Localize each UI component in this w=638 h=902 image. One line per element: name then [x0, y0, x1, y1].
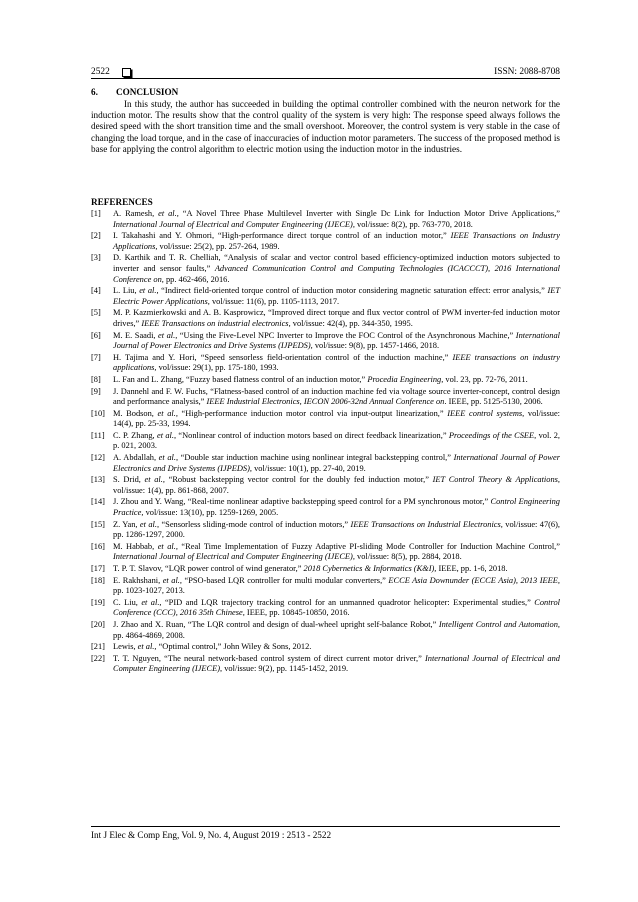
reference-segment: S. Drid,: [113, 475, 145, 485]
reference-segment: , “Real Time Implementation of Fuzzy Adaptive PI-sliding Mode Controller for Induction Machine Control,”: [175, 541, 560, 551]
reference-text: [113, 542, 560, 563]
reference-segment: H. Tajima and Y. Hori, “Speed sensorless field-orientation control of the induction machine,”: [113, 352, 453, 362]
reference-number: [15]: [91, 519, 105, 529]
reference-segment: M. Habbab,: [113, 541, 158, 551]
reference-item: [91, 431, 560, 452]
reference-italic: et al.: [139, 286, 157, 296]
reference-segment: , vol/issue: 8(5), pp. 2884, 2018.: [352, 552, 462, 562]
reference-text: [113, 331, 560, 352]
reference-text: [113, 576, 560, 597]
reference-item: [91, 598, 560, 619]
reference-italic: Proceedings of the CSEE: [448, 430, 535, 440]
reference-text: [113, 520, 560, 541]
reference-text: [113, 642, 560, 653]
reference-item: [91, 475, 560, 496]
reference-text: [113, 375, 560, 386]
reference-text: [113, 598, 560, 619]
reference-text: [113, 209, 560, 230]
reference-italic: et al.: [158, 330, 176, 340]
checkbox-icon: [122, 68, 131, 77]
reference-number: [10]: [91, 408, 105, 418]
reference-segment: , vol/issue: 10(1), pp. 27-40, 2019.: [249, 463, 366, 473]
reference-segment: C. Liu,: [113, 597, 142, 607]
reference-segment: , vol/issue: 25(2), pp. 257-264, 1989.: [155, 241, 280, 251]
reference-segment: , vol/issue: 29(1), pp. 175-180, 1993.: [154, 363, 279, 373]
reference-number: [16]: [91, 541, 105, 551]
reference-italic: IEEE Transactions on Industry Applications: [113, 231, 560, 251]
reference-italic: IET Electric Power Applications: [113, 286, 560, 306]
reference-segment: , “Robust backstepping vector control for the doubly fed induction motor,”: [162, 475, 433, 485]
reference-segment: , “High-performance induction motor control via input-output linearization,”: [175, 408, 448, 418]
reference-segment: C. P. Zhang,: [113, 430, 157, 440]
reference-number: [3]: [91, 253, 101, 263]
reference-italic: et al.: [157, 541, 176, 551]
reference-segment: , “PID and LQR trajectory tracking control for an unmanned quadrotor helicopter: Experimental studies,”: [159, 597, 535, 607]
reference-segment: , “A Novel Three Phase Multilevel Inverter with Single Dc Link for Induction Motor Drive Applications,”: [176, 209, 561, 218]
reference-text: [113, 564, 560, 575]
reference-segment: , vol. 2, p. 021, 2003.: [113, 430, 560, 451]
header-rule: [91, 78, 560, 79]
reference-italic: Intelligent Control and Automation: [438, 619, 558, 629]
section-heading-conclusion: [91, 87, 178, 97]
reference-segment: , vol/issue: 47(6), pp. 1286-1297, 2000.: [113, 519, 561, 540]
reference-item: [91, 387, 560, 408]
reference-italic: International Journal of Electrical and Computer Engineering (IJECE): [113, 219, 353, 229]
reference-italic: 2018 Cybernetics & Informatics (K&I),: [303, 564, 437, 573]
reference-italic: et al.: [144, 475, 163, 485]
reference-item: [91, 620, 560, 641]
reference-item: [91, 375, 560, 386]
reference-segment: , vol. 23, pp. 72-76, 2011.: [441, 374, 528, 384]
page-footer: Int J Elec & Comp Eng, Vol. 9, No. 4, August 2019 : 2513 - 2522: [91, 830, 332, 840]
reference-italic: et al.: [141, 597, 160, 607]
reference-italic: et al.: [156, 430, 174, 440]
reference-item: [91, 253, 560, 285]
reference-italic: International Journal of Power Electronics and Drive Systems (IJPEDS): [113, 330, 560, 351]
reference-text: [113, 475, 560, 496]
reference-italic: IEEE Industrial Electronics, IECON 2006-32nd Annual Conference on: [206, 397, 445, 407]
reference-segment: , vol/issue: 14(4), pp. 25-33, 1994.: [113, 408, 560, 429]
reference-segment: , “Nonlinear control of induction motors based on direct feedback linearization,”: [173, 430, 449, 440]
reference-segment: A. Ramesh,: [113, 209, 159, 218]
reference-segment: , “Using the Five-Level NPC Inverter to Improve the FOC Control of the Asynchronous Machine,”: [175, 330, 516, 340]
reference-segment: , “Indirect field-oriented torque control of induction motor considering magnetic saturation effect: error analysis,”: [156, 286, 548, 296]
reference-segment: , vol/issue: 13(10), pp. 1259-1269, 2005.: [141, 508, 279, 518]
reference-text: [113, 353, 560, 374]
reference-segment: T. P. T. Slavov, “LQR power control of wind generator,”: [113, 564, 304, 573]
reference-item: [91, 331, 560, 352]
reference-italic: ECCE Asia Downunder (ECCE Asia), 2013 IEEE,: [388, 575, 560, 585]
reference-item: [91, 542, 560, 563]
reference-item: [91, 231, 560, 252]
reference-italic: et al.: [158, 453, 176, 463]
reference-number: [17]: [91, 564, 105, 573]
reference-segment: , pp. 4864-4869, 2008.: [113, 619, 560, 640]
reference-segment: Lewis,: [113, 642, 138, 652]
reference-segment: E. Rakhshani,: [113, 575, 163, 585]
reference-italic: IEEE control systems: [447, 408, 523, 418]
reference-text: [113, 497, 560, 518]
reference-italic: International Journal of Electrical and Computer Engineering (IJECE): [113, 653, 560, 674]
reference-number: [8]: [91, 374, 101, 384]
reference-number: [11]: [91, 430, 105, 440]
section-title: CONCLUSION: [116, 87, 179, 97]
reference-segment: , pp. 462-466, 2016.: [161, 274, 230, 284]
reference-item: [91, 308, 560, 329]
reference-segment: J. Zhou and Y. Wang, “Real-time nonlinear adaptive backstepping speed control for a PM synchronous motor,”: [113, 497, 491, 507]
reference-number: [4]: [91, 286, 101, 296]
reference-item: [91, 654, 560, 675]
reference-text: [113, 253, 560, 285]
reference-segment: D. Karthik and T. R. Chelliah, “Analysis of scalar and vector control based efficiency-optimized induction motors subjected to inverter and sensor faults,”: [113, 253, 560, 273]
reference-number: [22]: [91, 653, 105, 663]
reference-italic: et al.: [157, 408, 176, 418]
reference-segment: , “Sensorless sliding-mode control of induction motors,”: [156, 519, 351, 529]
reference-number: [6]: [91, 330, 101, 340]
reference-segment: , “PSO-based LQR controller for multi modular converters,”: [179, 575, 389, 585]
reference-segment: , vol/issue: 1(4), pp. 861-868, 2007.: [113, 475, 560, 495]
reference-segment: , “Optimal control,” John Wiley & Sons, 2012.: [154, 642, 312, 652]
reference-italic: International Journal of Electrical and Computer Engineering (IJECE): [113, 552, 353, 562]
reference-number: [20]: [91, 619, 105, 629]
reference-segment: . IEEE, pp. 5125-5130, 2006.: [444, 397, 543, 407]
reference-segment: pp. 1023-1027, 2013.: [113, 586, 185, 596]
reference-italic: Control Engineering Practice: [113, 497, 560, 518]
reference-segment: , vol/issue: 11(6), pp. 1105-1113, 2017.: [207, 296, 340, 306]
reference-segment: L. Fan and L. Zhang, “Fuzzy based flatness control of an induction motor,”: [113, 374, 368, 384]
reference-italic: IEEE Transactions on industrial electronics: [141, 318, 289, 328]
reference-segment: T. T. Nguyen, “The neural network-based control system of direct current motor driver,”: [113, 653, 425, 663]
page-header: [91, 61, 560, 77]
reference-item: [91, 286, 560, 307]
reference-italic: International Journal of Power Electronics and Drive Systems (IJPEDS): [113, 453, 560, 473]
reference-number: [13]: [91, 475, 105, 485]
reference-item: [91, 497, 560, 518]
header-issn: ISSN: 2088-8708: [494, 67, 560, 77]
reference-text: [113, 286, 560, 307]
page-number: 2522: [91, 67, 110, 77]
reference-segment: , “Double star induction machine using nonlinear integral backstepping control,”: [175, 453, 454, 463]
reference-number: [19]: [91, 597, 105, 607]
reference-segment: , vol/issue: 42(4), pp. 344-350, 1995.: [288, 318, 413, 328]
reference-number: [1]: [91, 209, 101, 218]
reference-item: [91, 453, 560, 474]
reference-segment: Z. Yan,: [113, 519, 140, 529]
reference-text: [113, 620, 560, 641]
reference-number: [21]: [91, 642, 105, 652]
reference-segment: M. P. Kazmierkowski and A. B. Kasprowicz, “Improved direct torque and flux vector control of PWM inverter-fed induction motor drives,”: [113, 308, 560, 328]
reference-text: [113, 453, 560, 474]
reference-item: [91, 409, 560, 430]
reference-text: [113, 654, 560, 675]
reference-number: [9]: [91, 386, 101, 396]
reference-number: [5]: [91, 308, 101, 318]
reference-number: [7]: [91, 352, 101, 362]
reference-italic: Procedia Engineering: [367, 374, 442, 384]
reference-segment: M. E. Saadi,: [113, 330, 159, 340]
reference-italic: Control Conference (CCC), 2016 35th Chinese,: [113, 597, 561, 618]
reference-segment: , vol/issue: 9(8), pp. 1457-1466, 2018.: [310, 341, 440, 351]
reference-italic: Advanced Communication Control and Computing Technologies (ICACCCT), 2016 International Conference on: [113, 263, 560, 284]
reference-item: [91, 353, 560, 374]
reference-italic: et al.: [162, 575, 180, 585]
reference-text: [113, 387, 560, 408]
reference-italic: et al.: [158, 209, 177, 218]
reference-item: [91, 642, 560, 653]
reference-number: [12]: [91, 453, 105, 463]
reference-italic: IEEE transactions on industry applications: [113, 352, 560, 373]
reference-segment: IEEE, pp. 10845-10850, 2016.: [244, 608, 350, 618]
reference-italic: et al.: [139, 519, 157, 529]
reference-text: [113, 431, 560, 452]
reference-segment: L. Liu,: [113, 286, 140, 296]
reference-segment: , vol/issue: 9(2), pp. 1145-1452, 2019.: [220, 664, 349, 674]
conclusion-paragraph: In this study, the author has succeeded in building the optimal controller combined with the neuron network for the induction motor. The results show that the control quality of the system is very high: The response speed always follows the desired speed with the short transition time and the small overshoot. Moreover, the control system is very stable in the case of changing the load torque, and in the case of inaccuracies of induction motor parameters. The success of the proposed method is base for applying the control algorithm to electric motion using the induction motor in the industries.: [91, 99, 560, 154]
reference-list: [91, 209, 560, 676]
footer-rule: [91, 826, 560, 827]
reference-segment: I. Takahashi and Y. Ohmori, “High-performance direct torque control of an induction motor,”: [113, 231, 451, 241]
references-heading: REFERENCES: [91, 197, 153, 207]
reference-item: [91, 209, 560, 230]
reference-item: [91, 520, 560, 541]
reference-text: [113, 231, 560, 252]
reference-segment: M. Bodson,: [113, 408, 158, 418]
reference-text: [113, 308, 560, 329]
reference-italic: IEEE Transactions on Industrial Electronics: [350, 519, 501, 529]
reference-number: [14]: [91, 497, 105, 507]
reference-item: [91, 564, 560, 575]
reference-segment: J. Zhao and X. Ruan, “The LQR control and design of dual-wheel upright self-balance Robot,”: [113, 619, 439, 629]
reference-segment: IEEE, pp. 1-6, 2018.: [436, 564, 508, 573]
header-left: [91, 67, 131, 77]
reference-text: [113, 409, 560, 430]
reference-italic: et al.: [137, 642, 155, 652]
reference-number: [18]: [91, 575, 105, 585]
reference-segment: J. Dannehl and F. W. Fuchs, “Flatness-based control of an induction machine fed via voltage source inverter-concept, control design and performance analysis,”: [113, 386, 560, 407]
reference-segment: , vol/issue: 8(2), pp. 763-770, 2018.: [352, 219, 473, 229]
reference-italic: IET Control Theory & Applications: [432, 475, 558, 485]
reference-number: [2]: [91, 231, 101, 241]
reference-segment: A. Abdallah,: [113, 453, 159, 463]
reference-item: [91, 576, 560, 597]
section-number: 6.: [91, 87, 98, 97]
